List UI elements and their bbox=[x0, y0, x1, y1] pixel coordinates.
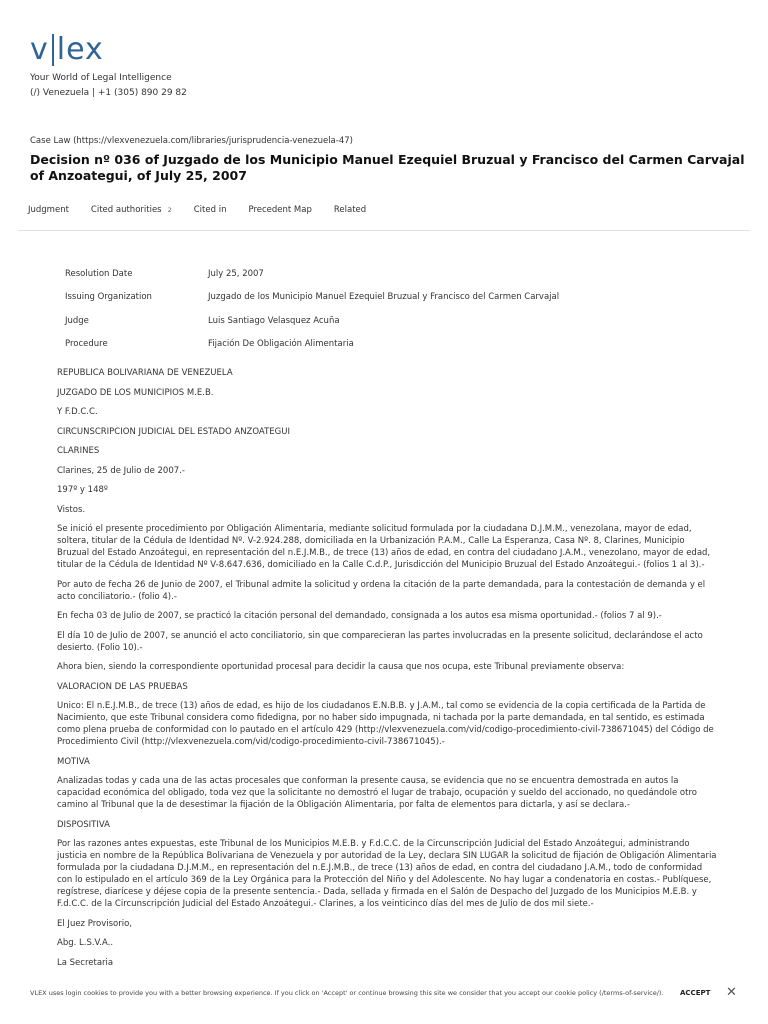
cookie-banner bbox=[0, 984, 768, 1006]
tab-cited-in[interactable] bbox=[194, 205, 227, 215]
paragraph: Vistos. bbox=[57, 504, 86, 515]
logo-divider bbox=[52, 34, 54, 66]
meta-value: Luis Santiago Velasquez Acuña bbox=[208, 315, 340, 326]
paragraph: La Secretaria bbox=[57, 957, 114, 968]
paragraph: Unico: El n.E.J.M.B., de trece (13) años de edad, es hijo de los ciudadanos E.N.B.B. y J.A.M., tal como se evidencia de la copia certificada de la Partida de Nacimiento, que este Tribunal considera como fidedigna, por no haber sido impugnada, ni tachada por la parte demandada, en tal sentido, es estimada como plena prueba de conformidad con lo pautado en el artículo 429 (http://vlexvenezuela.com/vid/codigo-procedimiento-civil-738671045) del Código de Procedimiento Civil (http://vlexvenezuela.com/vid/codigo-procedimiento-civil-738671045).- bbox=[57, 701, 714, 747]
paragraph: Por las razones antes expuestas, este Tribunal de los Municipios M.E.B. y F.d.C.C. de la Circunscripción Judicial del Estado Anzoátegui, administrando justicia en nombre de la República Bolivariana de Venezuela y por autoridad de la Ley, declara SIN LUGAR la solicitud de fijación de Obligación Alimentaria formulada por la ciudadana D.J.M.M., en representación del n.E.J.M.B., de trece (13) años de edad, en contra del ciudadano J.A.M., todo de conformidad con lo estipulado en el artículo 369 de la Ley Orgánica para la Protección del Niño y del Adolescente. No hay lugar a condenatoria en costas.- Publíquese, regístrese, diarícese y déjese copia de la presente sentencia.- Dada, sellada y firmada en el Salón de Despacho del Juzgado de los Municipios M.E.B. y F.d.C.C. de la Circunscripción Judicial del Estado Anzoátegui.- Clarines, a los veinticinco días del mes de Julio de dos mil siete.- bbox=[57, 839, 717, 909]
cookie-accept-button[interactable]: ACCEPT bbox=[680, 989, 711, 997]
meta-label: Resolution Date bbox=[65, 268, 133, 279]
paragraph: REPUBLICA BOLIVARIANA DE VENEZUELA bbox=[57, 368, 233, 378]
paragraph: En fecha 03 de Julio de 2007, se practicó la citación personal del demandado, consignada a los autos esa misma oportunidad.- (folios 7 al 9).- bbox=[57, 611, 662, 621]
vlex-logo[interactable] bbox=[30, 32, 104, 68]
tab-label: Cited authorities bbox=[90, 205, 162, 215]
tab-count-badge: 2 bbox=[167, 206, 172, 214]
paragraph: Analizadas todas y cada una de las actas procesales que conforman la presente causa, se evidencia que no se encuentra demostrada en autos la capacidad económica del obligado, toda vez que la solicitante no demostró el lugar de trabajo, ocupación y sueldo del accionado, no quedándole otro camino al Tribunal que la de desestimar la fijación de la Obligación Alimentaria, por falta de elementos para dictarla, y así se declara.- bbox=[57, 776, 697, 810]
decision-metadata bbox=[65, 262, 705, 356]
meta-label: Issuing Organization bbox=[65, 292, 152, 303]
cookie-message: VLEX uses login cookies to provide you with a better browsing experience. If you click on 'Accept' or continue browsing this site we consider that you accept our cookie policy (/terms-of-service/). bbox=[30, 989, 664, 997]
paragraph: El Juez Provisorio, bbox=[57, 918, 132, 929]
tab-related[interactable] bbox=[334, 205, 366, 215]
logo-text-left: v bbox=[30, 32, 49, 67]
paragraph: Clarines, 25 de Julio de 2007.- bbox=[57, 465, 185, 476]
section-heading: MOTIVA bbox=[57, 756, 90, 767]
tab-label: Judgment bbox=[28, 205, 69, 215]
judgment-text bbox=[57, 367, 717, 976]
meta-row-judge bbox=[65, 309, 705, 333]
paragraph: Abg. L.S.V.A.. bbox=[57, 938, 114, 948]
meta-row-issuing-organization bbox=[65, 286, 705, 310]
paragraph: Ahora bien, siendo la correspondiente oportunidad procesal para decidir la causa que nos ocupa, este Tribunal previamente observa: bbox=[57, 662, 625, 672]
page-title: Decision nº 036 of Juzgado de los Municipio Manuel Ezequiel Bruzual y Francisco del Carmen Carvajal of Anzoategui, of July 25, 2007 bbox=[30, 152, 745, 183]
paragraph: 197º y 148º bbox=[57, 485, 108, 495]
tab-label: Cited in bbox=[193, 205, 227, 215]
paragraph: Se inició el presente procedimiento por Obligación Alimentaria, mediante solicitud formulada por la ciudadana D.J.M.M., venezolana, mayor de edad, soltera, titular de la Cédula de Identidad Nº. V-2.924.288, domiciliada en la Urbanización P.A.M., Calle La Esperanza, Casa Nº. 8, Clarines, Municipio Bruzual del Estado Anzoátegui, en representación del n.E.J.M.B., de trece (13) años de edad, en contra del ciudadano J.A.M., venezolano, mayor de edad, titular de la Cédula de Identidad Nº V-8.647.636, domiciliado en la Calle C.d.P., Jurisdicción del Municipio Bruzual del Estado Anzoátegui.- (folios 1 al 3).- bbox=[57, 524, 711, 570]
tab-label: Related bbox=[333, 205, 367, 215]
paragraph: Y F.D.C.C. bbox=[57, 407, 98, 417]
document-tabs bbox=[28, 205, 388, 215]
meta-value: Fijación De Obligación Alimentaria bbox=[208, 339, 354, 350]
paragraph: JUZGADO DE LOS MUNICIPIOS M.E.B. bbox=[57, 387, 214, 398]
paragraph: El día 10 de Julio de 2007, se anunció el acto conciliatorio, sin que comparecieran las partes involucradas en la presente solicitud, declarándose el acto desierto. (Folio 10).- bbox=[57, 630, 703, 653]
tabs-divider bbox=[18, 230, 750, 231]
meta-value: Juzgado de los Municipio Manuel Ezequiel Bruzual y Francisco del Carmen Carvajal bbox=[208, 292, 560, 303]
tab-precedent-map[interactable] bbox=[248, 205, 311, 215]
brand-tagline: Your World of Legal Intelligence bbox=[30, 73, 172, 83]
meta-value: July 25, 2007 bbox=[208, 268, 264, 279]
meta-row-procedure bbox=[65, 333, 705, 357]
meta-label: Procedure bbox=[65, 339, 108, 350]
paragraph: CLARINES bbox=[57, 446, 100, 456]
tab-label: Precedent Map bbox=[248, 205, 312, 215]
meta-row-resolution-date bbox=[65, 262, 705, 286]
logo-text-right: lex bbox=[56, 32, 104, 67]
tab-cited-authorities[interactable] bbox=[91, 205, 172, 215]
breadcrumb[interactable]: Case Law (https://vlexvenezuela.com/libraries/jurisprudencia-venezuela-47) bbox=[30, 136, 353, 146]
section-heading: VALORACION DE LAS PRUEBAS bbox=[57, 681, 188, 692]
contact-line[interactable]: (/) Venezuela | +1 (305) 890 29 82 bbox=[30, 88, 187, 98]
paragraph: Por auto de fecha 26 de Junio de 2007, el Tribunal admite la solicitud y ordena la citación de la parte demandada, para la contestación de demanda y el acto conciliatorio.- (folio 4).- bbox=[57, 579, 706, 602]
tab-judgment[interactable] bbox=[28, 205, 69, 215]
meta-label: Judge bbox=[65, 315, 89, 326]
section-heading: DISPOSITIVA bbox=[57, 819, 110, 830]
paragraph: CIRCUNSCRIPCION JUDICIAL DEL ESTADO ANZOATEGUI bbox=[57, 426, 290, 437]
close-icon[interactable]: ✕ bbox=[726, 985, 737, 1000]
